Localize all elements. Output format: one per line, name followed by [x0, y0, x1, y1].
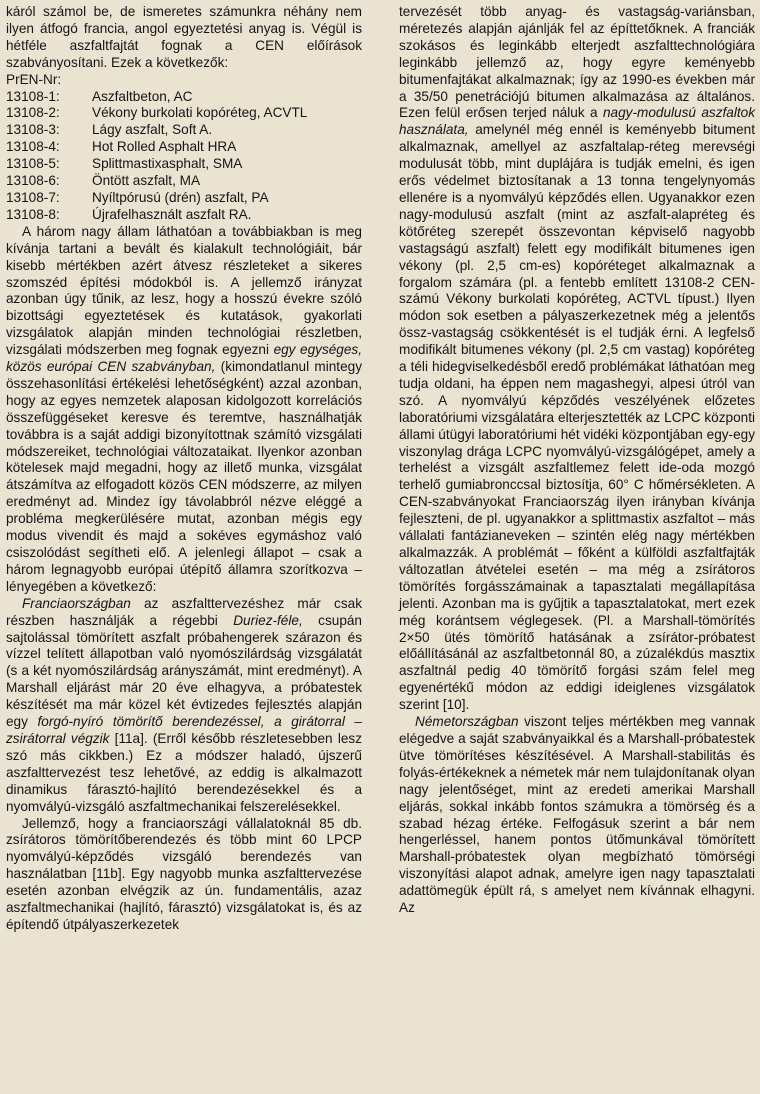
- right-column: [399, 4, 755, 917]
- standard-item: [6, 89, 362, 106]
- standard-name: Öntött aszfalt, MA: [92, 173, 201, 189]
- standard-item: [6, 105, 362, 122]
- germany-paragraph: Németországban viszont teljes mértékben meg vannak elégedve a saját szabványaikkal és a Marshall-próbatestek ütve tömörítéses készítésével. A Marshall-stabilitás és folyás-értékeknek a németek már nem tulajdonítanak olyan nagy jelentőséget, mint az eredeti amerikai Marshall eljárás, sokkal inkább fontos számukra a tömörség és a szabad hézag értéke. Felfogásuk szerint a bár nem hengerléssel, hanem pontos ütőmunkával tömörített Marshall-próbatestek olyan megbízható tömörségi viszonyítási alapot adnak, amelyre igen nagy tapasztalati adattömegük épült rá, s amelyet nem kívánnak elhagyni. Az: [399, 714, 755, 916]
- standards-list-header: PrEN-Nr:: [6, 71, 62, 87]
- standard-name: Nyíltpórusú (drén) aszfalt, PA: [92, 189, 269, 205]
- emphasis: egy egységes, közös európai CEN szabványban,: [6, 342, 362, 375]
- emphasis: Duriez-féle,: [233, 612, 303, 628]
- standard-name: Vékony burkolati kopóréteg, ACVTL: [92, 105, 308, 121]
- emphasis: nagy-modulusú aszfaltok használata,: [399, 105, 755, 138]
- standards-list: [6, 89, 362, 224]
- standard-code: 13108-5:: [6, 156, 60, 172]
- standard-name: Aszfaltbeton, AC: [92, 88, 193, 104]
- standard-code: 13108-3:: [6, 122, 60, 138]
- standard-item: [6, 173, 362, 190]
- standard-code: 13108-1:: [6, 88, 60, 104]
- standard-code: 13108-8:: [6, 206, 60, 222]
- standard-code: 13108-4:: [6, 139, 60, 155]
- standard-item: [6, 207, 362, 224]
- standard-item: [6, 156, 362, 173]
- standard-code: 13108-7:: [6, 189, 60, 205]
- big-states-paragraph: A három nagy állam láthatóan a továbbiakban is meg kívánja tartani a bevált és kialakult technológiáit, bár kisebb mértékben azért átvesz részleteket a sikeres szomszéd építési módokból is. A jellemző irányzat azonban úgy tűnik, az lesz, hogy a hosszú évekre szóló bizottsági egyeztetések és kutatások, gyakorlati vizsgálatok alapján minden technológiai részletben, vizsgálati módszerben meg fognak egyezni egy egységes, közös európai CEN szabványban, (kimondatlanul mintegy összehasonlítási értékelési lehetőségként) azzal azonban, hogy az egyes nemzetek alaposan kidolgozott korrelációs összefüggéseket keresve és teremtve, használhatják továbbra is a saját addigi bizonyítottnak számító vizsgálati módszereiket, technológiai változataikat. Ilyenkor azonban kötelesek majd megadni, hogy az illető munka, vizsgálat átszámítva az elfogadott közös CEN módszerre, az milyen eredményt ad. Mindez így távolabbról nézve eléggé a probléma megkerülésére mutat, azonban mégis egy modus vivendit és majd a sokéves egymáshoz való csiszolódást segítheti elő. A jelenlegi állapot – csak a három legnagyobb európai útépítő államra szorítkozva – lényegében a következő:: [6, 223, 362, 594]
- standard-item: [6, 122, 362, 139]
- france-paragraph: Franciaországban az aszfalttervezéshez már csak részben használják a régebbi Duriez-féle, csupán sajtolással tömörített aszfalt próbahengerek szárazon és vízzel telített állapotban való nyomószilárdság vizsgálatát (s a két nyomószilárdság arányszámát, mint eredményt). A Marshall eljárást már 20 éve elhagyva, a próbatestek készítését ma már közel két évtizedes fejlesztés alapján egy forgó-nyíró tömörítő berendezéssel, a girátorral – zsirátorral végzik [11a]. (Erről később részletesebben lesz szó más cikkben.) Ez a módszer haladó, újszerű aszfalttervezést tesz lehetővé, az eddig is alkalmazott dinamikus fárasztó-hajlító berendezésekkel és a nyomvályú-vizsgáló aszfaltmechanikai felszerelésekkel.: [6, 595, 362, 814]
- standard-name: Hot Rolled Asphalt HRA: [92, 139, 237, 155]
- emphasis: Franciaországban: [22, 595, 131, 611]
- france-technology-paragraph: tervezését több anyag- és vastagság-variánsban, méretezés alapján ajánlják fel az építtetőknek. A franciák szokásos és leginkább elterjedt aszfalttechnológiára leginkább jellemző az, hogy egyre keményebb bitumenfajtákat alkalmaznak; így az 1990-es években már a 35/50 penetrációjú bitumen alkalmazása az általános. Ezen felül erősen terjed náluk a nagy-modulusú aszfaltok használata, amelynél még ennél is keményebb bitument alkalmaznak, amellyel az aszfaltalap-réteg merevségi modulusát több, mint duplájára is tudják emelni, és igen erős védelmet biztosítanak a 13 tonna tengelynyomás ellenére is a nyomvályú képződés ellen. Ugyanakkor ezen nagy-modulusú aszfalt (mint az aszfalt-alapréteg és kötőréteg szerepét összevontan képviselő nagyobb vastagságú aszfalt) felett egy modifikált bitumenes igen vékony (pl. 2,5 cm-es) kopóréteget alkalmaznak a forgalom számára (pl. a fentebb említett 13108-2 CEN-számú Vékony burkolati kopóréteg, ACTVL típust.) Ilyen módon sok esetben a pályaszerkezetnek még a jelentős össz-vastagság csökkentését is el tudják érni. A legfelső modifikált bitumenes vékony (pl. 2,5 cm vastag) kopóréteg a téli hidegviselkedésből eredő problémákat láthatóan meg tudja oldani, ha éppen nem magashegyi, alpesi útról van szó. A nyomvályú képződés veszélyének előzetes laboratóriumi vizsgálatára elterjesztették az LCPC központi állami útügyi laboratóriumi hét vidéki központjában egy-egy viszonylag drága LCPC nyomvályú-vizsgálógépet, amely a terhelést a vizsgált aszfaltlemez felett ide-oda mozgó terhelő gumiabronccsal biztosítja, 60° C hőmérsékleten. A CEN-szabványokat Franciaország ilyen irányban kívánja fejleszteni, de pl. ugyanakkor a splittmastix aszfaltot – más vállalati fantázianeveken – szintén elég nagy mértékben alkalmazzák. A problémát – főként a külföldi aszfaltfajták változatlan átvételei esetén – ma még a zsírátoros tömörítés forgásszámainak a tapasztalati megállapítása jelenti. Azonban ma is gyűjtik a tapasztalatokat, mert ezek még korántsem véglegesek. (Pl. a Marshall-tömörítés 2×50 ütés tömörítő hatásának a zsírátor-próbatest előállításánál az aszfaltbetonnál 80, a zúzalékdús masztix aszfaltnál pedig 40 tömörítő forgási szám felel meg egyenértékű módon az eddigi ideiglenes vizsgálatok szerint [10].: [399, 4, 755, 713]
- standard-name: Splittmastixasphalt, SMA: [92, 156, 243, 172]
- standard-item: [6, 190, 362, 207]
- standard-code: 13108-2:: [6, 105, 60, 121]
- standard-code: 13108-6:: [6, 173, 60, 189]
- intro-paragraph: káról számol be, de ismeretes számunkra néhány nem ilyen átfogó francia, angol egyeztetési anyag is. Végül is hétféle aszfaltfajtát fognak a CEN előírások szabványosítani. Ezek a következők:: [6, 4, 362, 70]
- france-equipment-paragraph: Jellemző, hogy a franciaországi vállalatoknál 85 db. zsírátoros tömörítőberendezés és több mint 60 LPCP nyomvályú-képződés vizsgáló berendezés van használatban [11b]. Egy nagyobb munka aszfalttervezése esetén azonban elvégzik az ún. fundamentális, azaz aszfaltmechanikai (hajlító, fárasztó) vizsgálatokat is, és az építendő útpályaszerkezetek: [6, 815, 362, 932]
- left-column: [6, 4, 362, 934]
- emphasis: forgó-nyíró tömörítő berendezéssel, a girátorral – zsirátorral végzik: [6, 714, 362, 746]
- standard-name: Lágy aszfalt, Soft A.: [92, 122, 213, 138]
- emphasis: Németországban: [415, 714, 519, 730]
- standard-name: Újrafelhasznált aszfalt RA.: [92, 206, 252, 222]
- standard-item: [6, 139, 362, 156]
